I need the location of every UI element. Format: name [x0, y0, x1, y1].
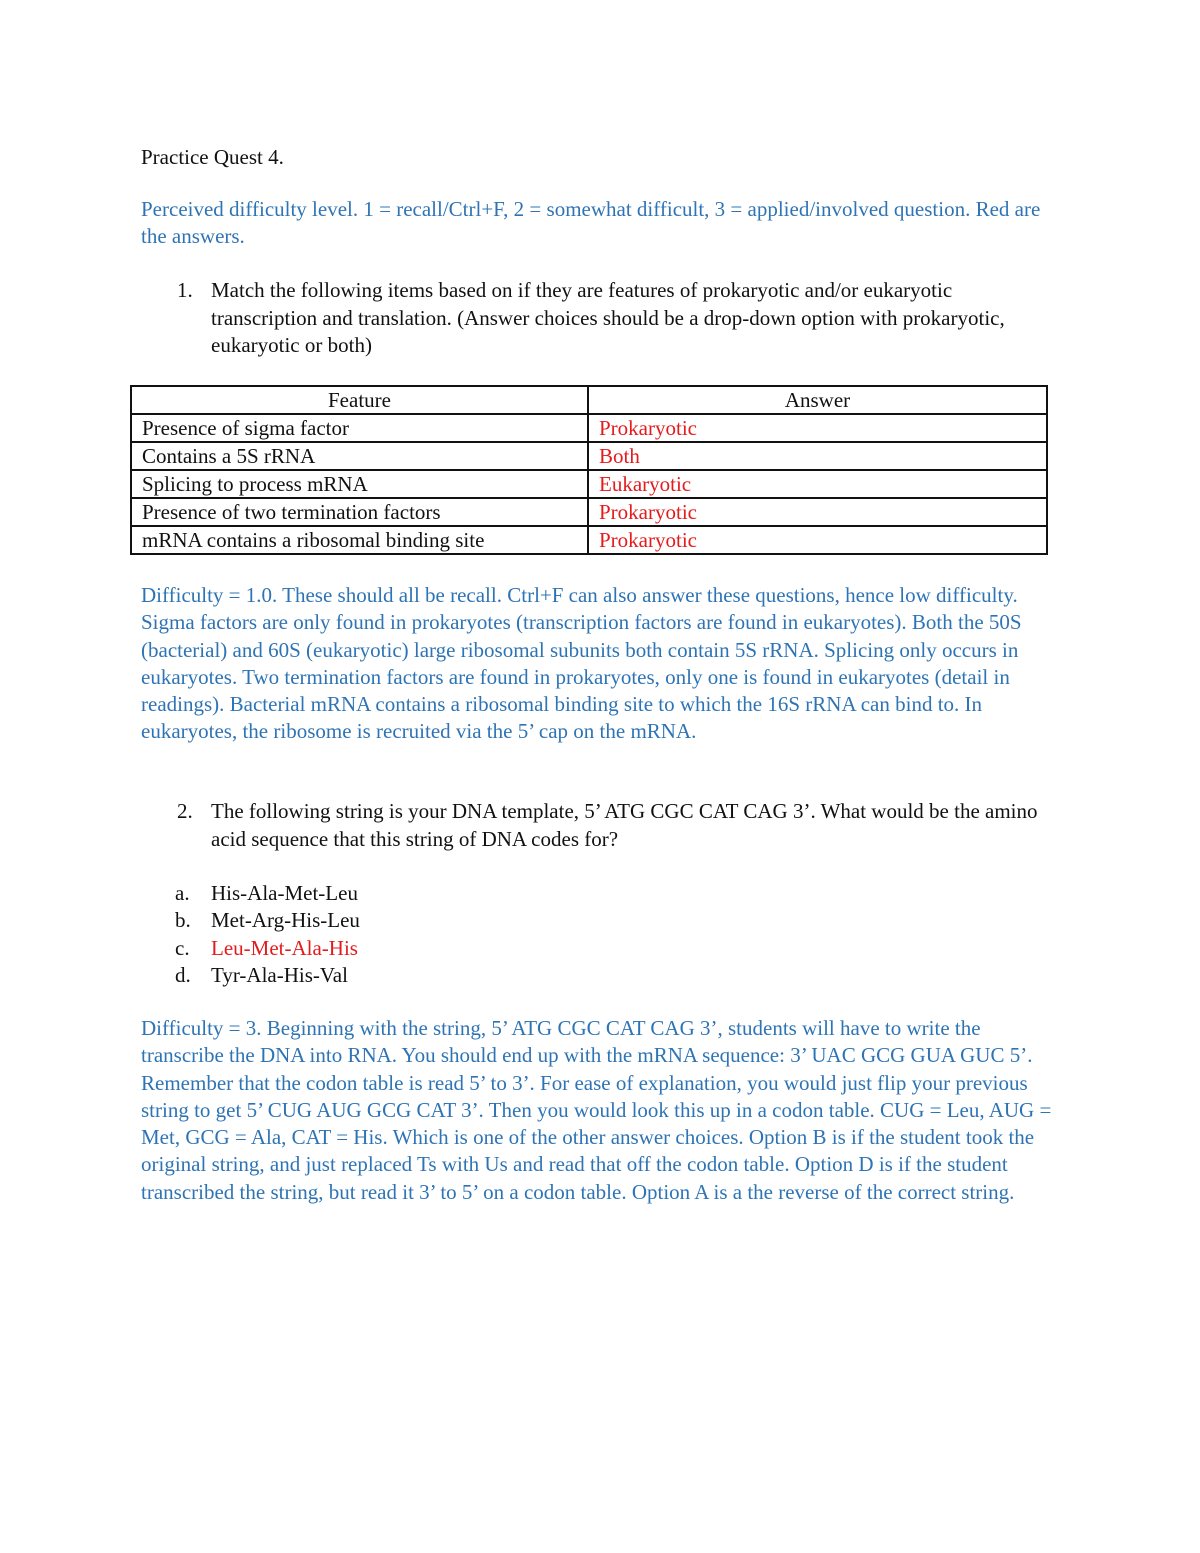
question-1 — [141, 277, 1061, 360]
feature-cell: Splicing to process mRNA — [131, 470, 588, 498]
table-row — [131, 442, 1047, 470]
option-letter: b. — [175, 908, 191, 933]
option-b — [141, 907, 1061, 934]
feature-cell: Presence of two termination factors — [131, 498, 588, 526]
question-2-number: 2. — [177, 799, 193, 823]
feature-cell: Contains a 5S rRNA — [131, 442, 588, 470]
document-title: Practice Quest 4. — [141, 145, 284, 169]
feature-cell: mRNA contains a ribosomal binding site — [131, 526, 588, 554]
answer-cell: Eukaryotic — [588, 470, 1047, 498]
table-row — [131, 470, 1047, 498]
option-letter: d. — [175, 962, 191, 987]
question-2-text: The following string is your DNA template, 5’ ATG CGC CAT CAG 3’. What would be the amino acid sequence that this string of DNA codes for? — [211, 799, 1038, 851]
option-text: Met-Arg-His-Leu — [211, 908, 360, 933]
option-text: Leu-Met-Ala-His — [211, 935, 358, 960]
question-2 — [141, 798, 1061, 853]
option-text: Tyr-Ala-His-Val — [211, 962, 348, 987]
answer-cell: Prokaryotic — [588, 526, 1047, 554]
question-1-text: Match the following items based on if they are features of prokaryotic and/or eukaryotic transcription and translation. (Answer choices should be a drop-down option with prokaryotic, eukaryotic or both) — [211, 278, 1005, 357]
table-row — [131, 526, 1047, 554]
answer-cell: Both — [588, 442, 1047, 470]
header-answer: Answer — [588, 386, 1047, 414]
features-table — [130, 385, 1048, 555]
option-c-correct — [141, 935, 1061, 962]
question-1-explanation: Difficulty = 1.0. These should all be recall. Ctrl+F can also answer these questions, hence low difficulty. Sigma factors are only found in prokaryotes (transcription factors are found in eukaryotes). Both the 50S (bacterial) and 60S (eukaryotic) large ribosomal subunits both contain 5S rRNA. Splicing only occurs in eukaryotes. Two termination factors are found in prokaryotes, only one is found in eukaryotes (detail in readings). Bacterial mRNA contains a ribosomal binding site to which the 16S rRNA can bind to. In eukaryotes, the ribosome is recruited via the 5’ cap on the mRNA. — [141, 583, 1022, 744]
answer-cell: Prokaryotic — [588, 414, 1047, 442]
header-feature: Feature — [131, 386, 588, 414]
question-1-number: 1. — [177, 278, 193, 302]
question-2-explanation: Difficulty = 3. Beginning with the string, 5’ ATG CGC CAT CAG 3’, students will have to write the transcribe the DNA into RNA. You should end up with the mRNA sequence: 3’ UAC GCG GUA GUC 5’. Remember that the codon table is read 5’ to 3’. For ease of explanation, you would just flip your previous string to get 5’ CUG AUG GCG CAT 3’. Then you would look this up in a codon table. CUG = Leu, AUG = Met, GCG = Ala, CAT = His. Which is one of the other answer choices. Option B is if the student took the original string, and just replaced Ts with Us and read that off the codon table. Option D is if the student transcribed the string, but read it 3’ to 5’ on a codon table. Option A is a the reverse of the correct string. — [141, 1016, 1052, 1204]
table-header-row — [131, 386, 1047, 414]
option-d — [141, 962, 1061, 989]
option-a — [141, 880, 1061, 907]
option-text: His-Ala-Met-Leu — [211, 881, 358, 905]
option-letter: c. — [175, 935, 190, 960]
feature-cell: Presence of sigma factor — [131, 414, 588, 442]
option-letter: a. — [175, 881, 190, 905]
table-row — [131, 498, 1047, 526]
answer-options — [141, 880, 1061, 989]
table-row — [131, 414, 1047, 442]
answer-cell: Prokaryotic — [588, 498, 1047, 526]
difficulty-legend-note: Perceived difficulty level. 1 = recall/Ctrl+F, 2 = somewhat difficult, 3 = applied/involved question. Red are the answers. — [141, 197, 1041, 249]
